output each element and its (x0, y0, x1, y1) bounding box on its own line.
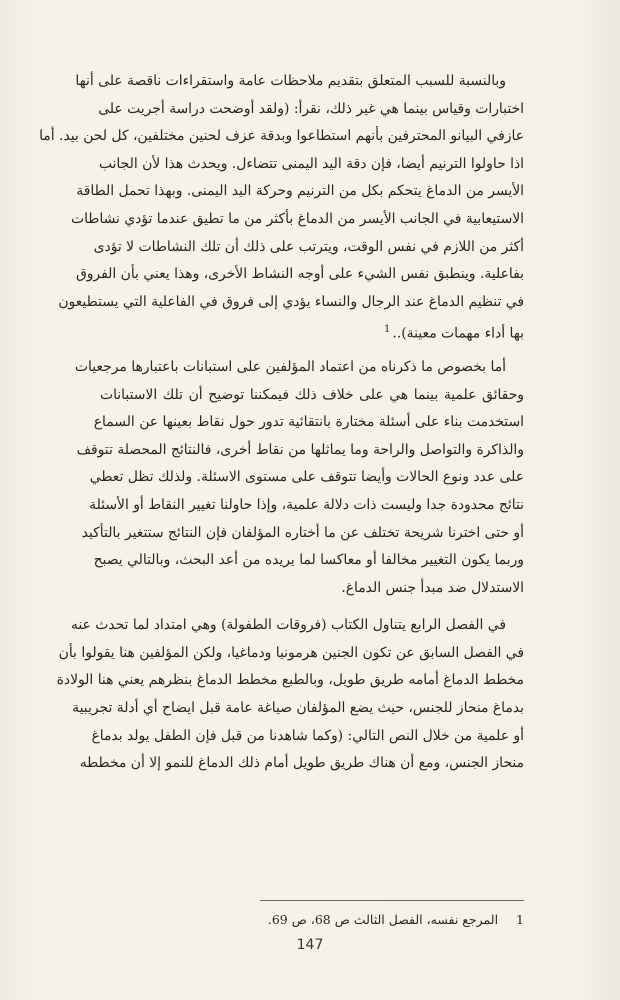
text-line: اختبارات وقياس بينما هي غير ذلك، نقرأ: (ولقد أوضحت دراسة أجريت على (98, 100, 524, 117)
footnote-text: المرجع نفسه، الفصل الثالث ص 68، ص 69. (267, 912, 499, 927)
text-line: اذا حاولوا الترنيم أيضا، فإن دقة اليد اليمنى تتضاءل. ويحدث هذا لأن الجانب (98, 155, 524, 172)
paragraph (39, 68, 524, 344)
text-line: والذاكرة والتواصل والراحة وما يماثلها من نقاط أخرى، فالنتائج المحصلة تتوقف (76, 441, 524, 458)
text-line-with-footnote (100, 316, 524, 344)
text-line: منحاز الجنس، ومع أن هناك طريق طويل أمام ذلك الدماغ للنمو إلا أن مخططه (79, 755, 524, 772)
text-line: في الفصل الرابع يتناول الكتاب (فروقات الطفولة) وهي امتداد لما تحدث عنه (70, 617, 506, 634)
text-line: نتائج محدودة جدا وليست ذات دلالة علمية، وإذا حاولنا تغيير النقاط أو الأسئلة (89, 496, 524, 513)
text-line: استخدمت بناء على أسئلة مختارة بانتقائية تدور حول نقاط بعينها عن السماع (93, 414, 524, 431)
text-line: وربما يكون التغيير مخالفا أو معاكسا لما يريده من أعد البحث، وبالتالي يصبح (93, 552, 524, 569)
text-line: بدماغ منحاز للجنس، حيث يضع المؤلفان صياغة عامة قبل ايضاح أي أدلة تجريبية (72, 700, 524, 717)
text-line: الأيسر من الدماغ يتحكم بكل من الترنيم وحركة اليد اليمنى. وبهذا تحمل الطاقة (76, 183, 524, 200)
text-line: في تنظيم الدماغ عند الرجال والنساء يؤدي إلى فروق في الفاعلية التي يستطيعون (58, 293, 524, 310)
text-line: الاستيعابية في الجانب الأيسر من الدماغ بأكثر من ما تطيق عندما تؤدي نشاطات (71, 210, 524, 227)
paragraph (56, 612, 524, 778)
page-number: 147 (296, 937, 324, 953)
text-line: أو علمية من خلال النص التالي: (وكما شاهدنا من قبل فإن الطفل يولد بدماغ (91, 727, 524, 744)
text-line: أما بخصوص ما ذكرناه من اعتماد المؤلفين على استبانات باعتبارها مرجعيات (74, 358, 506, 375)
footnote (100, 910, 524, 930)
paragraph (74, 354, 524, 602)
footnote-separator (260, 900, 524, 901)
text-line: بفاعلية. وينطبق نفس الشيء على أوجه النشاط الأخرى، وهذا يعني بأن الفروق (75, 266, 524, 283)
text-line: الاستدلال ضد مبدأ جنس الدماغ. (341, 579, 524, 596)
text-line: أكثر من اللازم في نفس الوقت، ويترتب على ذلك أن تلك النشاطات لا تؤدى (93, 238, 524, 255)
text-line: وبالنسبة للسبب المتعلق بتقديم ملاحظات عامة واستقراءات ناقصة على أنها (75, 73, 506, 89)
text-line-content: بها أداء مهمات معينة).. (392, 325, 524, 342)
footnote-reference[interactable]: 1 (384, 324, 391, 336)
text-line: وحقائق علمية بينما هي على خلاف ذلك فيمكننا توضيح أن تلك الاستبانات (100, 386, 524, 403)
body-text (39, 68, 524, 778)
text-line: في الفصل السابق عن تكون الجنين هرمونيا ودماغيا، ولكن المؤلفين هنا يقولوا بأن (58, 644, 524, 661)
text-line: أو حتى اخترنا شريحة تختلف عن ما أختاره المؤلفان فإن النتائج ستتغير بالتأكيد (81, 524, 524, 541)
text-line: على عدد ونوع الحالات وأيضا تتوقف على مستوى الاسئلة. ولذلك تظل تعطي (89, 469, 524, 486)
text-line: عازفي البيانو المحترفين بأنهم استطاعوا وبدقة عزف لحنين مختلفين، كل لحن بيد. أما (39, 128, 524, 145)
footnote-number: 1 (516, 912, 524, 927)
text-line: مخطط الدماغ أمامه طريق طويل، وبالطبع مخطط الدماغ بنظرهم يعني هنا الولادة (56, 672, 524, 689)
